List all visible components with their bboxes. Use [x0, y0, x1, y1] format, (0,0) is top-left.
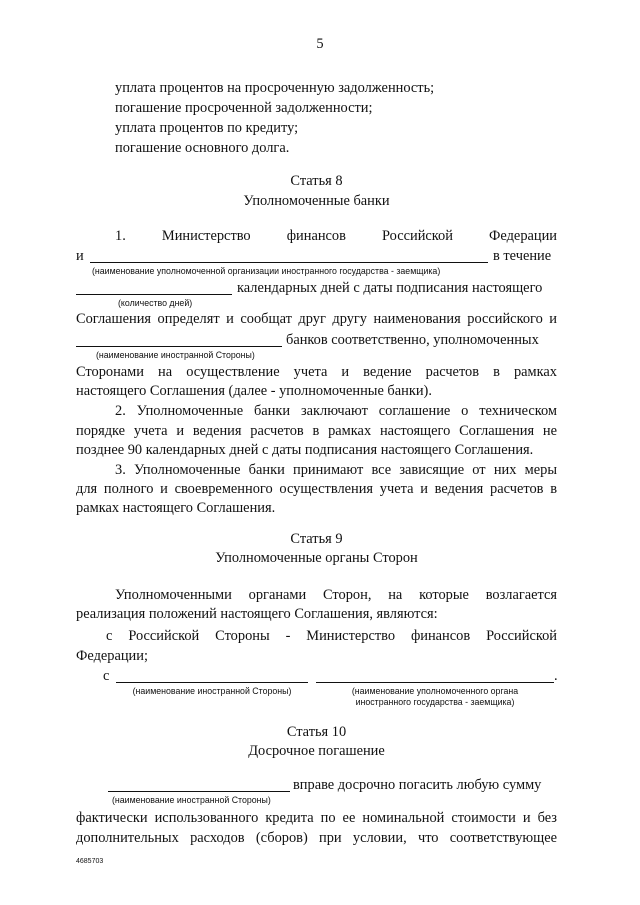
- article-8-paragraph-3-line: для полного и своевременного осуществления учета и ведения расчетов в: [76, 481, 557, 497]
- article-8-paragraph-3-line: рамках настоящего Соглашения.: [76, 500, 276, 516]
- article-8-paragraph-2-line: порядке учета и ведения расчетов в рамках настоящего Соглашения не: [76, 423, 557, 439]
- article-8-title: Уполномоченные банки: [243, 193, 390, 209]
- caption-foreign-party: (наименование иностранной Стороны): [96, 350, 255, 360]
- article-8-paragraph-2-line: 2. Уполномоченные банки заключают соглашение о техническом: [115, 403, 557, 419]
- blank-field-line: [76, 346, 282, 347]
- blank-field-line: [76, 294, 232, 295]
- article-8-text: банков соответственно, уполномоченных: [286, 332, 539, 348]
- caption-days: (количество дней): [118, 298, 193, 308]
- list-item: погашение основного долга.: [115, 140, 290, 156]
- list-item: уплата процентов на просроченную задолженность;: [115, 80, 435, 96]
- article-8-paragraph-1-line: настоящего Соглашения (далее - уполномоченные банки).: [76, 383, 432, 399]
- list-item: погашение просроченной задолженности;: [115, 100, 373, 116]
- caption-organization: (наименование уполномоченной организации иностранного государства - заемщика): [92, 266, 441, 276]
- article-10-paragraph-line: фактически использованного кредита по ее номинальной стоимости и без: [76, 810, 557, 826]
- article-9-conjunction: с: [103, 668, 110, 684]
- article-9-paragraph-2-line: с Российской Стороны - Министерство финансов Российской: [106, 628, 557, 644]
- article-8-conjunction: и: [76, 248, 84, 264]
- blank-field-line: [90, 262, 488, 263]
- article-8-paragraph-1-line: 1. Министерство финансов Российской Федерации: [115, 228, 557, 244]
- article-9-paragraph-1-line: Уполномоченными органами Сторон, на которые возлагается: [115, 587, 557, 603]
- article-10-heading: Статья 10: [286, 724, 347, 740]
- caption-authority: иностранного государства - заемщика): [355, 697, 515, 707]
- blank-field-line: [316, 682, 554, 683]
- article-9-title: Уполномоченные органы Сторон: [215, 550, 418, 566]
- article-10-paragraph-line: дополнительных расходов (сборов) при условии, что соответствующее: [76, 830, 557, 846]
- article-9-paragraph-2-line: Федерации;: [76, 648, 148, 664]
- article-8-text: в течение: [493, 248, 552, 264]
- article-8-paragraph-1-line: Соглашения определят и сообщат друг другу наименования российского и: [76, 311, 557, 327]
- article-10-text: вправе досрочно погасить любую сумму: [293, 777, 542, 793]
- article-8-paragraph-1-line: Сторонами на осуществление учета и ведение расчетов в рамках: [76, 364, 557, 380]
- blank-field-line: [116, 682, 308, 683]
- article-9-period: .: [554, 668, 558, 684]
- article-8-paragraph-2-line: позднее 90 календарных дней с даты подписания настоящего Соглашения.: [76, 442, 534, 458]
- article-8-paragraph-3-line: 3. Уполномоченные банки принимают все зависящие от них меры: [115, 462, 557, 478]
- list-item: уплата процентов по кредиту;: [115, 120, 299, 136]
- caption-foreign-party: (наименование иностранной Стороны): [132, 686, 292, 696]
- article-9-paragraph-1-line: реализация положений настоящего Соглашения, являются:: [76, 606, 438, 622]
- article-10-title: Досрочное погашение: [248, 743, 385, 759]
- article-8-heading: Статья 8: [290, 173, 343, 189]
- article-8-text: календарных дней с даты подписания настоящего: [237, 280, 543, 296]
- document-code: 4685703: [76, 858, 104, 865]
- page-number: 5: [316, 36, 324, 52]
- article-9-heading: Статья 9: [290, 531, 343, 547]
- caption-foreign-party: (наименование иностранной Стороны): [112, 795, 271, 805]
- blank-field-line: [108, 791, 290, 792]
- caption-authority: (наименование уполномоченного органа: [351, 686, 519, 696]
